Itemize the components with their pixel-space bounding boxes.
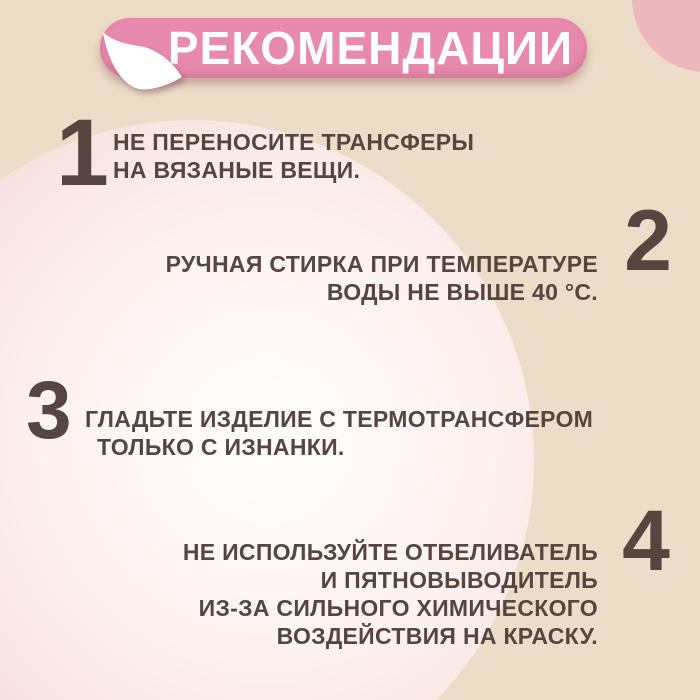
item-1-number: 1 <box>56 100 109 206</box>
item-1-text <box>113 128 474 184</box>
item-4-line-4: ВОЗДЕЙСТВИЯ НА КРАСКУ. <box>276 623 598 649</box>
page-title: РЕКОМЕНДАЦИИ <box>167 22 574 74</box>
item-3-text <box>85 405 593 461</box>
item-4-line-3: ИЗ-ЗА СИЛЬНОГО ХИМИЧЕСКОГО <box>198 595 598 621</box>
item-4-line-1: НЕ ИСПОЛЬЗУЙТЕ ОТБЕЛИВАТЕЛЬ <box>182 539 598 565</box>
item-4-line-2: И ПЯТНОВЫВОДИТЕЛЬ <box>320 567 598 593</box>
item-2-text <box>166 250 598 306</box>
item-4-number: 4 <box>622 493 670 589</box>
item-2-number: 2 <box>624 193 672 289</box>
item-1-line-2: НА ВЯЗАНЫЕ ВЕЩИ. <box>113 157 361 183</box>
item-4-text <box>183 538 598 650</box>
page-curl-icon <box>99 29 189 95</box>
top-right-pink-circle <box>632 0 700 72</box>
item-2-line-2: ВОДЫ НЕ ВЫШЕ 40 °С. <box>326 279 598 305</box>
item-3-line-1: ГЛАДЬТЕ ИЗДЕЛИЕ С ТЕРМОТРАНСФЕРОМ <box>85 406 594 432</box>
item-1-line-1: НЕ ПЕРЕНОСИТЕ ТРАНСФЕРЫ <box>113 129 475 155</box>
item-2-line-1: РУЧНАЯ СТИРКА ПРИ ТЕМПЕРАТУРЕ <box>165 251 598 277</box>
item-3-line-2: ТОЛЬКО С ИЗНАНКИ. <box>97 434 345 460</box>
item-3-number: 3 <box>26 365 72 456</box>
